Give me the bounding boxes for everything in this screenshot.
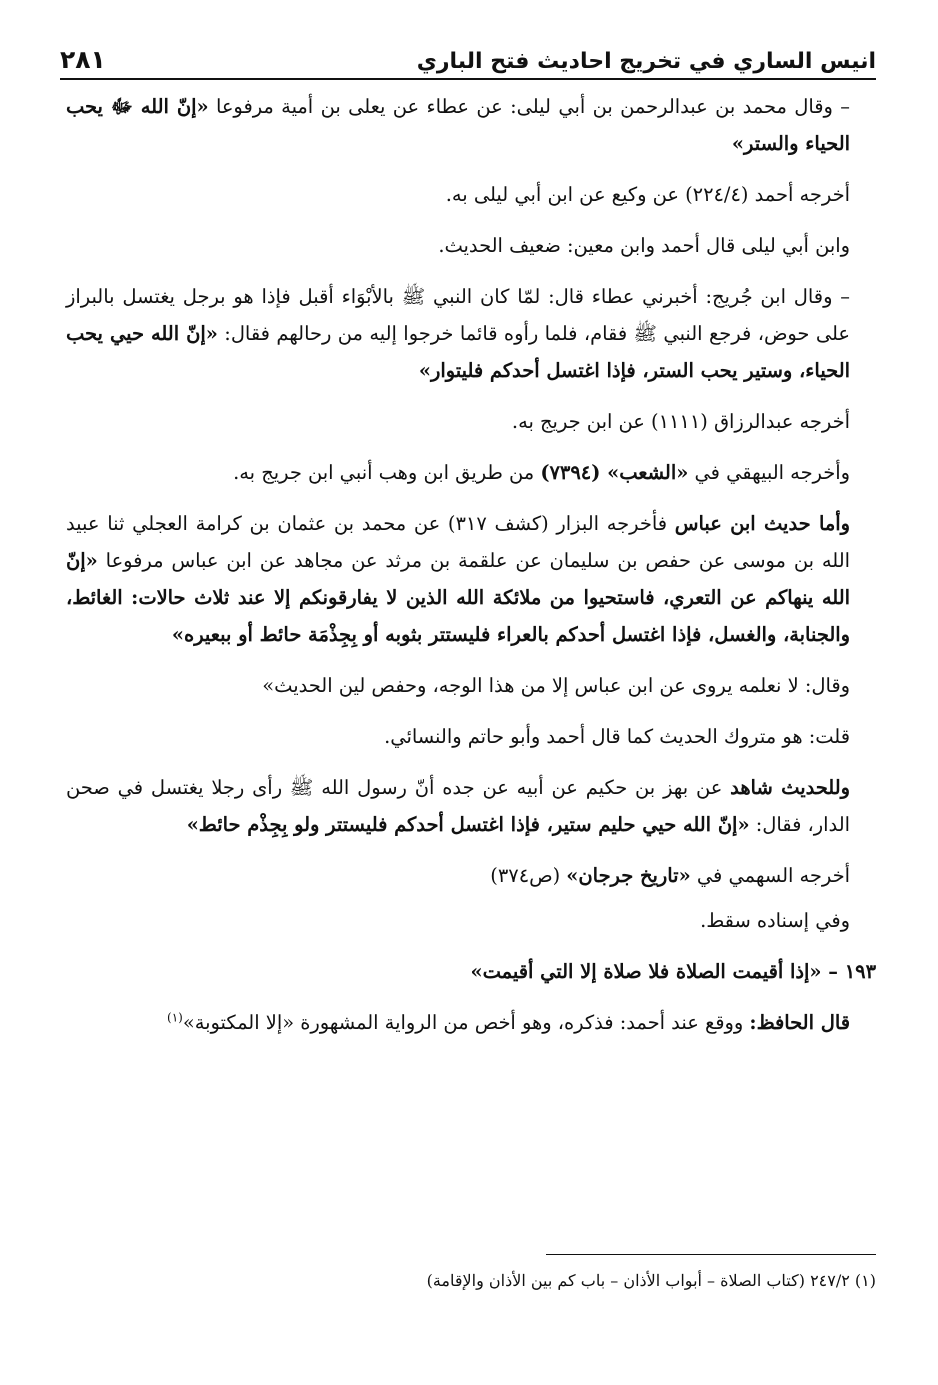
paragraph-11-source: «تاريخ جرجان» bbox=[566, 864, 691, 887]
paragraph-4 bbox=[66, 278, 876, 389]
paragraph-7 bbox=[66, 505, 876, 653]
footnote bbox=[120, 1268, 876, 1294]
paragraph-1 bbox=[66, 88, 876, 162]
paragraph-9 bbox=[66, 718, 876, 755]
paragraph-1-text: – وقال محمد بن عبدالرحمن بن أبي ليلى: عن عطاء عن يعلى بن أمية مرفوعا bbox=[208, 95, 850, 118]
paragraph-8-text: وقال: لا نعلمه يروى عن ابن عباس إلا من هذا الوجه، وحفص لين الحديث» bbox=[262, 674, 850, 697]
paragraph-7-text: فأخرجه البزار (كشف ٣١٧) عن محمد بن عثمان بن كرامة العجلي ثنا عبيد الله بن موسى عن حفص بن سليمان عن علقمة بن مرثد عن مجاهد عن ابن عباس مرفوعا bbox=[66, 512, 850, 572]
paragraph-11-tail: (ص٣٧٤) bbox=[490, 864, 567, 887]
paragraph-11-text: أخرجه السهمي في bbox=[690, 864, 850, 887]
paragraph-6 bbox=[66, 454, 876, 491]
paragraph-6-source: «الشعب» (٧٣٩٤) bbox=[540, 461, 689, 484]
paragraph-10 bbox=[66, 769, 876, 843]
hadith-heading-193 bbox=[66, 953, 876, 990]
paragraph-3 bbox=[66, 227, 876, 264]
paragraph-7-lead: وأما حديث ابن عباس bbox=[674, 512, 851, 535]
paragraph-3-text: وابن أبي ليلى قال أحمد وابن معين: ضعيف الحديث. bbox=[438, 234, 850, 257]
paragraph-10-text: عن بهز بن حكيم عن أبيه عن جده أنّ رسول الله ﷺ رأى رجلا يغتسل في صحن الدار، فقال: bbox=[66, 776, 850, 836]
paragraph-14-text: ووقع عند أحمد: فذكره، وهو أخص من الرواية المشهورة «إلا المكتوبة» bbox=[182, 1011, 750, 1034]
page-number: ٢٨١ bbox=[60, 45, 106, 74]
paragraph-6-tail: من طريق ابن وهب أنبي ابن جريج به. bbox=[233, 461, 541, 484]
hadith-heading-text: «إذا أقيمت الصلاة فلا صلاة إلا التي أقيمت» bbox=[470, 960, 822, 983]
paragraph-4-text: – وقال ابن جُريج: أخبرني عطاء قال: لمّا كان النبي ﷺ بالأبْوَاء أقبل فإذا هو برجل يغتسل بالبراز على حوض، فرجع النبي ﷺ فقام، فلما رأوه قائما خرجوا إليه من رحالهم فقال: bbox=[66, 285, 850, 345]
paragraph-7-quote: «إنّ الله ينهاكم عن التعري، فاستحيوا من ملائكة الله الذين لا يفارقونكم إلا عند ثلاث حالات: الغائط، والجنابة، والغسل، فإذا اغتسل أحدكم بالعراء فليستتر بثوبه أو بِجِذْمَة حائط أو ببعيره» bbox=[66, 549, 850, 646]
paragraph-10-quote: «إنّ الله حيي حليم ستير، فإذا اغتسل أحدكم فليستتر ولو بِجِذْم حائط» bbox=[186, 813, 750, 836]
paragraph-5-text: أخرجه عبدالرزاق (١١١١) عن ابن جريج به. bbox=[511, 410, 850, 433]
paragraph-12-text: وفي إسناده سقط. bbox=[700, 909, 850, 932]
page-body bbox=[66, 88, 876, 1055]
paragraph-6-text: وأخرجه البيهقي في bbox=[688, 461, 850, 484]
paragraph-2-text: أخرجه أحمد (٢٢٤/٤) عن وكيع عن ابن أبي ليلى به. bbox=[445, 183, 850, 206]
page-header bbox=[60, 30, 876, 80]
hadith-number: ١٩٣ – bbox=[821, 960, 876, 983]
paragraph-5 bbox=[66, 403, 876, 440]
paragraph-2 bbox=[66, 176, 876, 213]
paragraph-9-text: قلت: هو متروك الحديث كما قال أحمد وأبو حاتم والنسائي. bbox=[384, 725, 850, 748]
paragraph-4-quote: «إنّ الله حيي يحب الحياء، وستير يحب الستر، فإذا اغتسل أحدكم فليتوار» bbox=[66, 322, 850, 382]
paragraph-8 bbox=[66, 667, 876, 704]
paragraph-1-quote: «إنّ الله ﷻ يحب الحياء والستر» bbox=[66, 95, 850, 155]
paragraph-12 bbox=[66, 902, 876, 939]
paragraph-14 bbox=[66, 1004, 876, 1041]
footnote-marker[interactable]: (١) bbox=[167, 1010, 183, 1025]
paragraph-10-lead: وللحديث شاهد bbox=[730, 776, 850, 799]
footnote-divider bbox=[546, 1254, 876, 1255]
footnote-text: (١) ٢٤٧/٢ (كتاب الصلاة – أبواب الأذان – باب كم بين الأذان والإقامة) bbox=[426, 1271, 876, 1290]
paragraph-14-lead: قال الحافظ: bbox=[749, 1011, 850, 1034]
running-title: انيس الساري في تخريج احاديث فتح الباري bbox=[416, 49, 876, 74]
paragraph-11 bbox=[66, 857, 876, 894]
